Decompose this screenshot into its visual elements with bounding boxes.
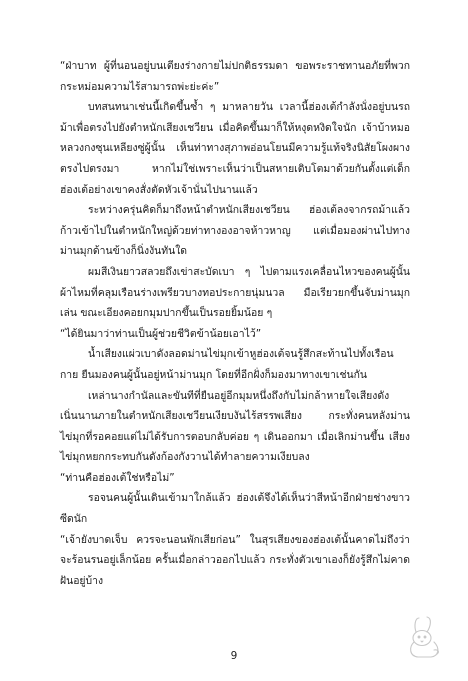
paragraph-9: รอจนคนผู้นั้นเดินเข้ามาใกล้แล้ว ฮ่องเต้จึงได้เห็นว่าสีหน้าอีกฝ่ายช่างขาวซีดนัก bbox=[60, 492, 410, 526]
paragraph-7: เหล่านางกำนัลและขันทีที่ยืนอยู่อีกมุมหนึ่งถึงกับไม่กล้าหายใจเสียงดัง เนิ่นนานภายในตำหนักเสียงเชวียนเงียบงันไร้สรรพเสียง กระทั่งคนหลังม่านไข่มุกที่รอคอยแต่ไม่ได้รับการตอบกลับค่อย ๆ เดินออกมา เมื่อเลิกม่านขึ้น เสียงไข่มุกหยกกระทบกันดังก้องกังวานได้ทำลายความเงียบลง bbox=[60, 389, 410, 464]
paragraph-8: “ท่านคือฮ่องเต้ใช่หรือไม่” bbox=[60, 471, 175, 484]
paragraph-10: “เจ้ายังบาดเจ็บ ควรจะนอนพักเสียก่อน” ในสุรเสียงของฮ่องเต้นั้นคาดไม่ถึงว่าจะร้อนรนอยู่เล็กน้อย ครั้นเมื่อกล่าวออกไปแล้ว กระทั่งตัวเขาเองก็ยังรู้สึกไม่คาดฝันอยู่บ้าง bbox=[60, 533, 410, 587]
paragraph-4: ผมสีเงินยาวสลวยถึงเข่าสะบัดเบา ๆ ไปตามแรงเคลื่อนไหวของคนผู้นั้น ผ้าไหมที่คลุมเรือนร่างเพรียวบางทอประกายนุ่มนวล มือเรียวยกขึ้นจับม่านมุกเล่น ขณะเอียงคอยกมุมปากขึ้นเป็นรอยยิ้มน้อย ๆ bbox=[60, 265, 410, 320]
paragraph-5: “ได้ยินมาว่าท่านเป็นผู้ช่วยชีวิตข้าน้อยเอาไว้” bbox=[60, 327, 262, 340]
body-text bbox=[60, 56, 410, 591]
bunny-watermark-icon bbox=[403, 614, 445, 660]
page-number: 9 bbox=[230, 650, 238, 662]
paragraph-1: “ฝ่าบาท ผู้ที่นอนอยู่บนเตียงร่างกายไม่ปกติธรรมดา ขอพระราชทานอภัยที่พวกกระหม่อมความไร้สามารถพ่ะย่ะค่ะ” bbox=[60, 60, 410, 93]
paragraph-3: ระหว่างครุ่นคิดก็มาถึงหน้าตำหนักเสียงเชวียน ฮ่องเต้ลงจากรถม้าแล้วก้าวเข้าไปในตำหนักใหญ่ด้วยท่าทางองอาจห้าวหาญ แต่เมื่อมองผ่านไปทางม่านมุกด้านข้างก็นิ่งงันทันใด bbox=[60, 204, 410, 258]
paragraph-2: บทสนทนาเช่นนี้เกิดขึ้นซ้ำ ๆ มาหลายวัน เวลานี้ฮ่องเต้กำลังนั่งอยู่บนรถม้าเพื่อตรงไปยังตำหนักเสียงเชวียน เมื่อคิดขึ้นมาก็ให้หงุดหงิดใจนัก เจ้าบ้าหมอหลวงกงซุนเหลียงซู่ผู้นั้น เห็นท่าทางสุภาพอ่อนโยนมีความรู้แท้จริงนิสัยโผงผางตรงไปตรงมา หากไม่ใช่เพราะเห็นว่าเป็นสหายเติบโตมาด้วยกันตั้งแต่เด็ก ฮ่องเต้อย่างเขาคงสั่งตัดหัวเจ้านั่นไปนานแล้ว bbox=[60, 101, 410, 196]
paragraph-6: น้ำเสียงแผ่วเบาดังลอดม่านไข่มุกเข้าหูฮ่องเต้จนรู้สึกสะท้านไปทั้งเรือนกาย ยืนมองคนผู้นั้นอยู่หน้าม่านมุก โดยที่อีกฝั่งก็มองมาทางเขาเช่นกัน bbox=[60, 348, 394, 381]
